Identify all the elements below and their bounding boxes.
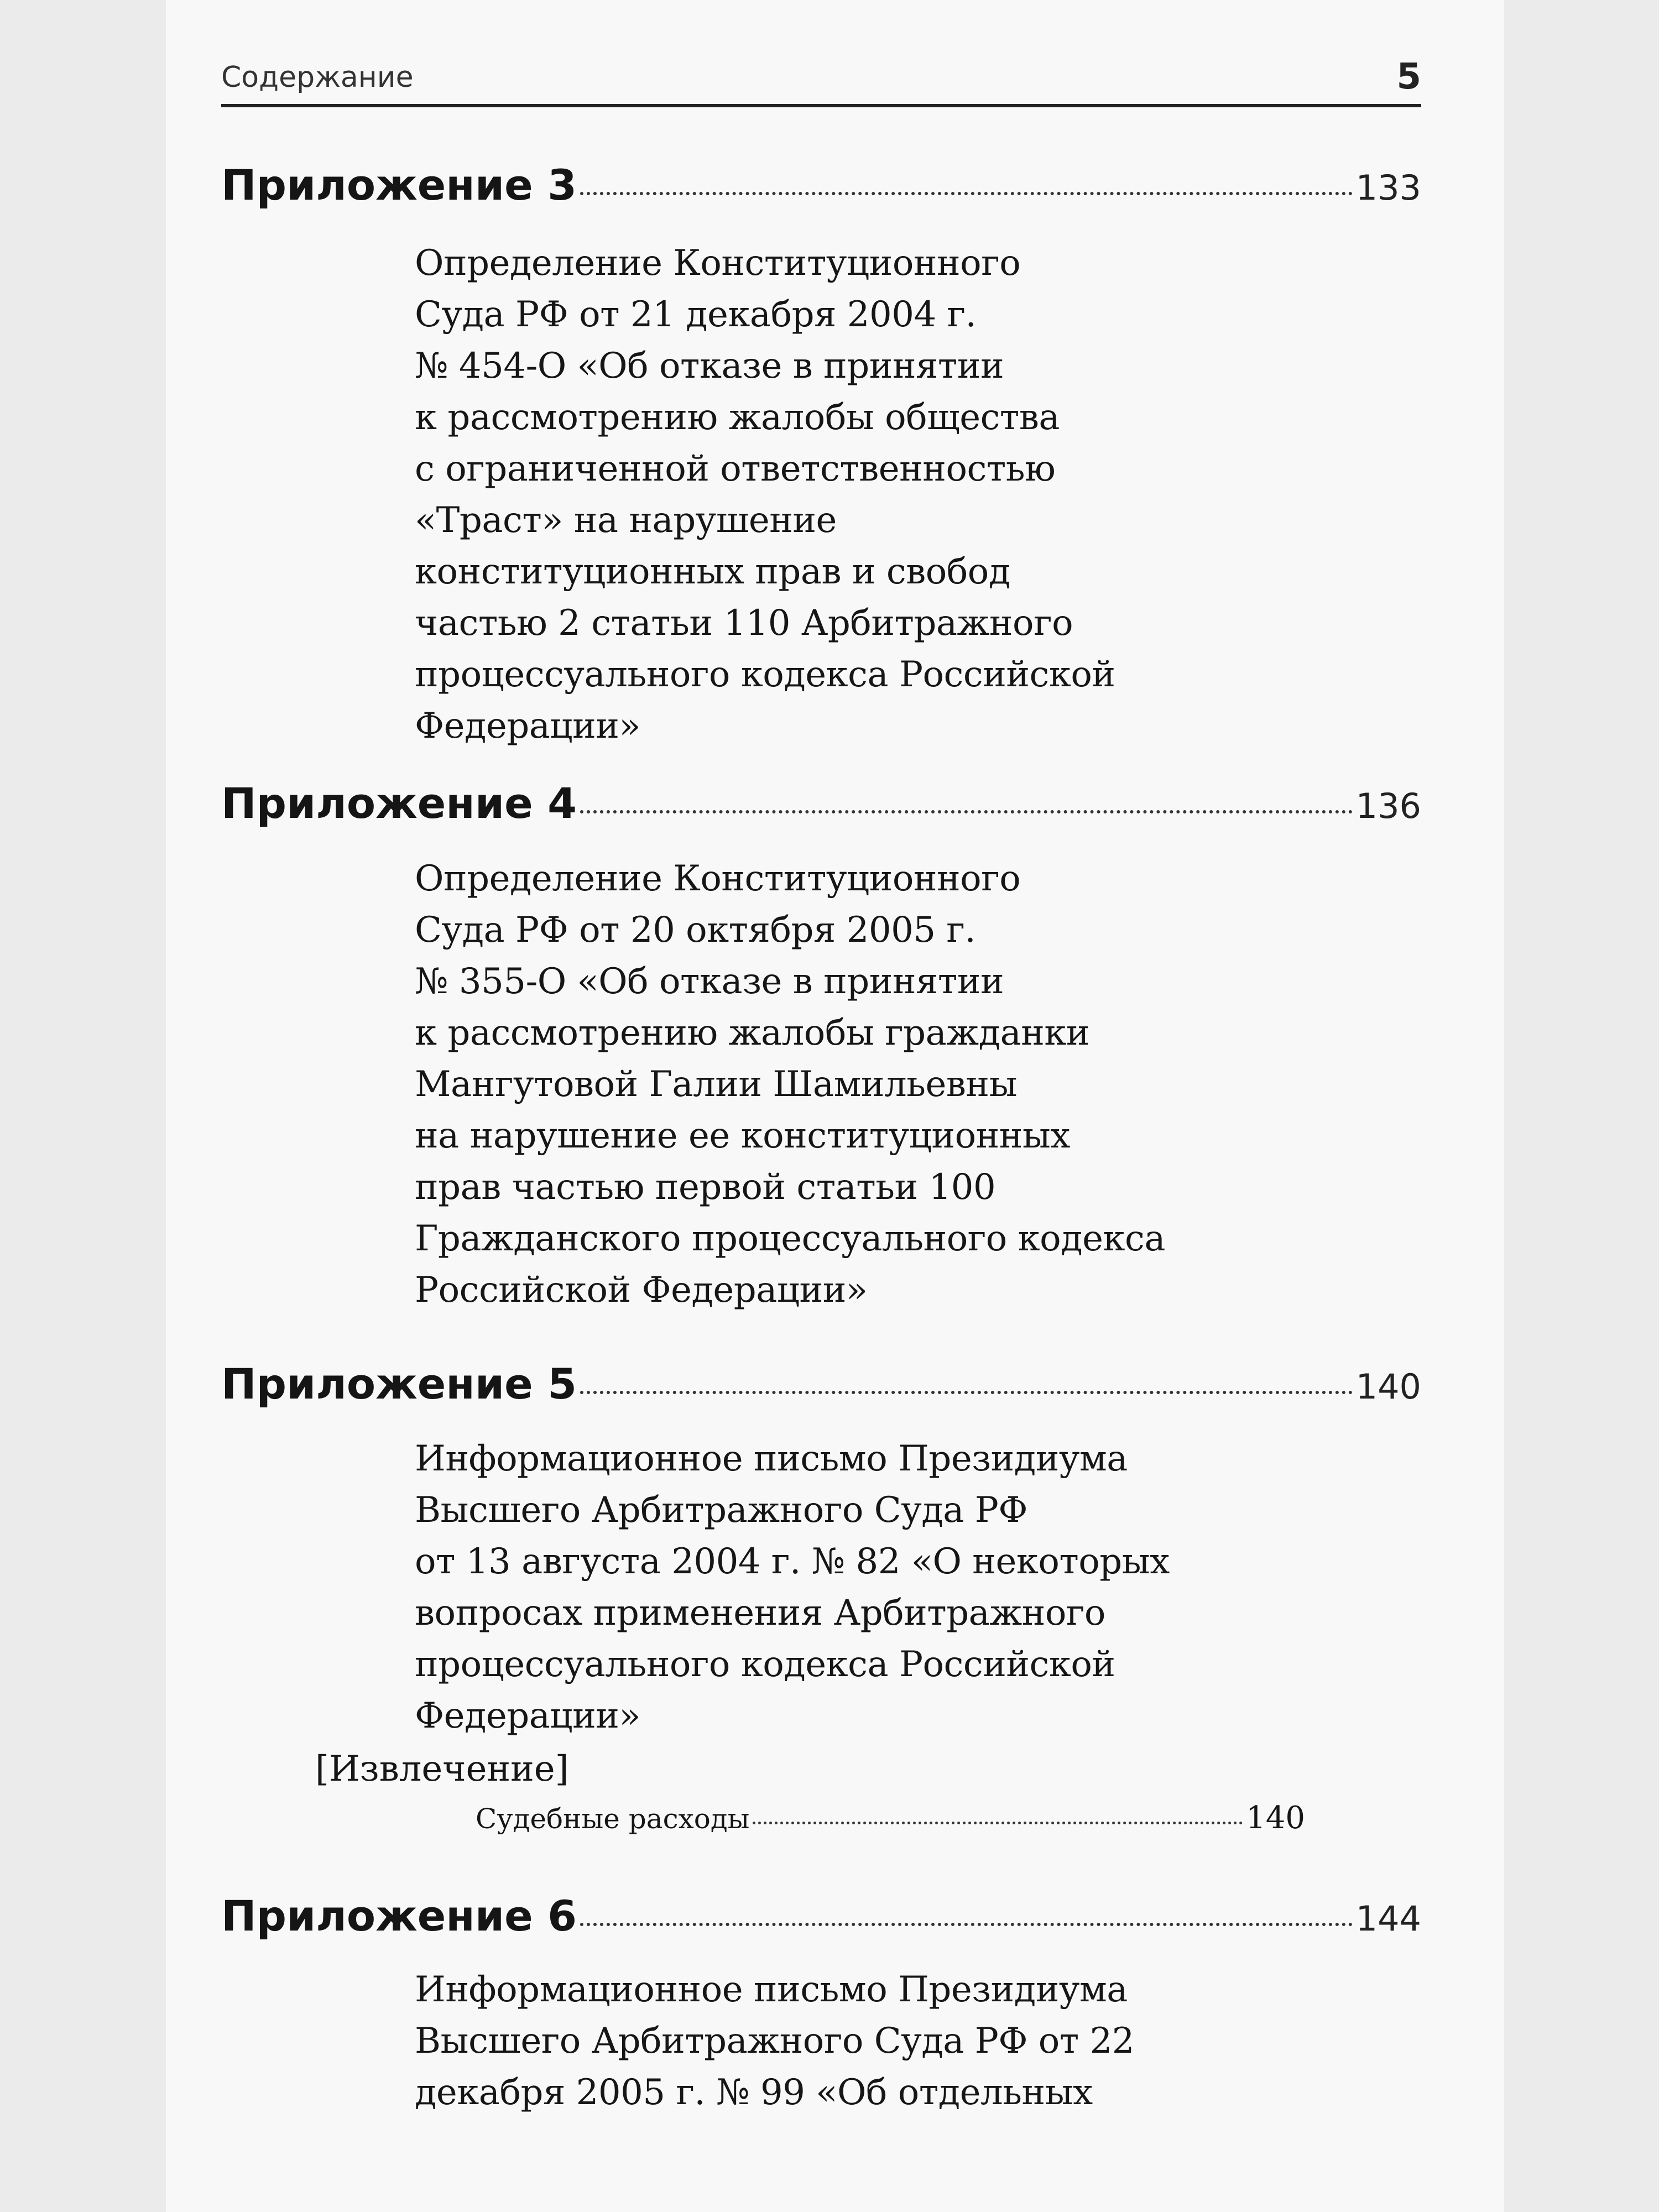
description-line: Высшего Арбитражного Суда РФ от 22 <box>415 2021 1134 2062</box>
dot-leader <box>580 810 1353 813</box>
toc-entry-appendix-3[interactable] <box>221 160 1421 210</box>
toc-page-number: 144 <box>1355 1898 1421 1939</box>
page-number: 5 <box>1396 56 1421 97</box>
description-line: Определение Конституционного <box>415 243 1021 284</box>
description-line: конституционных прав и свобод <box>415 551 1010 592</box>
appendix-5-description <box>415 1433 1311 1742</box>
description-line: к рассмотрению жалобы общества <box>415 397 1060 438</box>
description-line: Суда РФ от 21 декабря 2004 г. <box>415 294 977 335</box>
appendix-3-description <box>415 238 1311 752</box>
toc-entry-appendix-4[interactable] <box>221 779 1421 828</box>
dot-leader <box>580 192 1353 195</box>
dot-leader <box>580 1923 1353 1926</box>
toc-entry-appendix-6[interactable] <box>221 1891 1421 1940</box>
appendix-4-description <box>415 853 1311 1316</box>
description-line: Федерации» <box>415 1695 641 1736</box>
description-line: Информационное письмо Президиума <box>415 1438 1128 1479</box>
running-header-title: Содержание <box>221 61 414 94</box>
subentry-title: Судебные расходы <box>476 1803 750 1835</box>
description-line: прав частью первой статьи 100 <box>415 1167 996 1208</box>
description-line: Гражданского процессуального кодекса <box>415 1218 1165 1259</box>
description-line: Российской Федерации» <box>415 1270 868 1311</box>
description-line: № 454-О «Об отказе в принятии <box>415 346 1004 387</box>
description-line: Высшего Арбитражного Суда РФ <box>415 1490 1027 1531</box>
description-line: от 13 августа 2004 г. № 82 «О некоторых <box>415 1541 1170 1582</box>
description-line: декабря 2005 г. № 99 «Об отдельных <box>415 2072 1093 2113</box>
appendix-6-description <box>415 1964 1311 2119</box>
appendix-heading: Приложение 4 <box>221 779 577 828</box>
description-line: Федерации» <box>415 706 641 747</box>
description-line: на нарушение ее конституционных <box>415 1115 1070 1156</box>
description-line: Суда РФ от 20 октября 2005 г. <box>415 910 976 951</box>
extract-label: [Извлечение] <box>315 1749 569 1790</box>
description-line: вопросах применения Арбитражного <box>415 1593 1105 1634</box>
toc-page-number: 133 <box>1355 168 1421 208</box>
appendix-heading: Приложение 6 <box>221 1891 577 1940</box>
toc-entry-appendix-5[interactable] <box>221 1359 1421 1408</box>
appendix-heading: Приложение 3 <box>221 160 577 210</box>
description-line: Информационное письмо Президиума <box>415 1969 1128 2010</box>
toc-page-number: 140 <box>1355 1366 1421 1407</box>
running-header <box>221 56 1421 107</box>
description-line: к рассмотрению жалобы гражданки <box>415 1013 1090 1053</box>
dot-leader <box>753 1822 1243 1824</box>
description-line: Мангутовой Галии Шамильевны <box>415 1064 1017 1105</box>
dot-leader <box>580 1391 1353 1394</box>
toc-page-number: 136 <box>1355 786 1421 826</box>
description-line: процессуального кодекса Российской <box>415 654 1115 695</box>
description-line: № 355-О «Об отказе в принятии <box>415 961 1004 1002</box>
description-line: с ограниченной ответственностью <box>415 448 1056 489</box>
description-line: частью 2 статьи 110 Арбитражного <box>415 603 1073 644</box>
description-line: Определение Конституционного <box>415 858 1021 899</box>
toc-subentry-court-costs[interactable] <box>476 1800 1305 1836</box>
toc-page-number: 140 <box>1246 1800 1305 1836</box>
appendix-heading: Приложение 5 <box>221 1359 577 1408</box>
description-line: «Траст» на нарушение <box>415 500 837 541</box>
description-line: процессуального кодекса Российской <box>415 1644 1115 1685</box>
